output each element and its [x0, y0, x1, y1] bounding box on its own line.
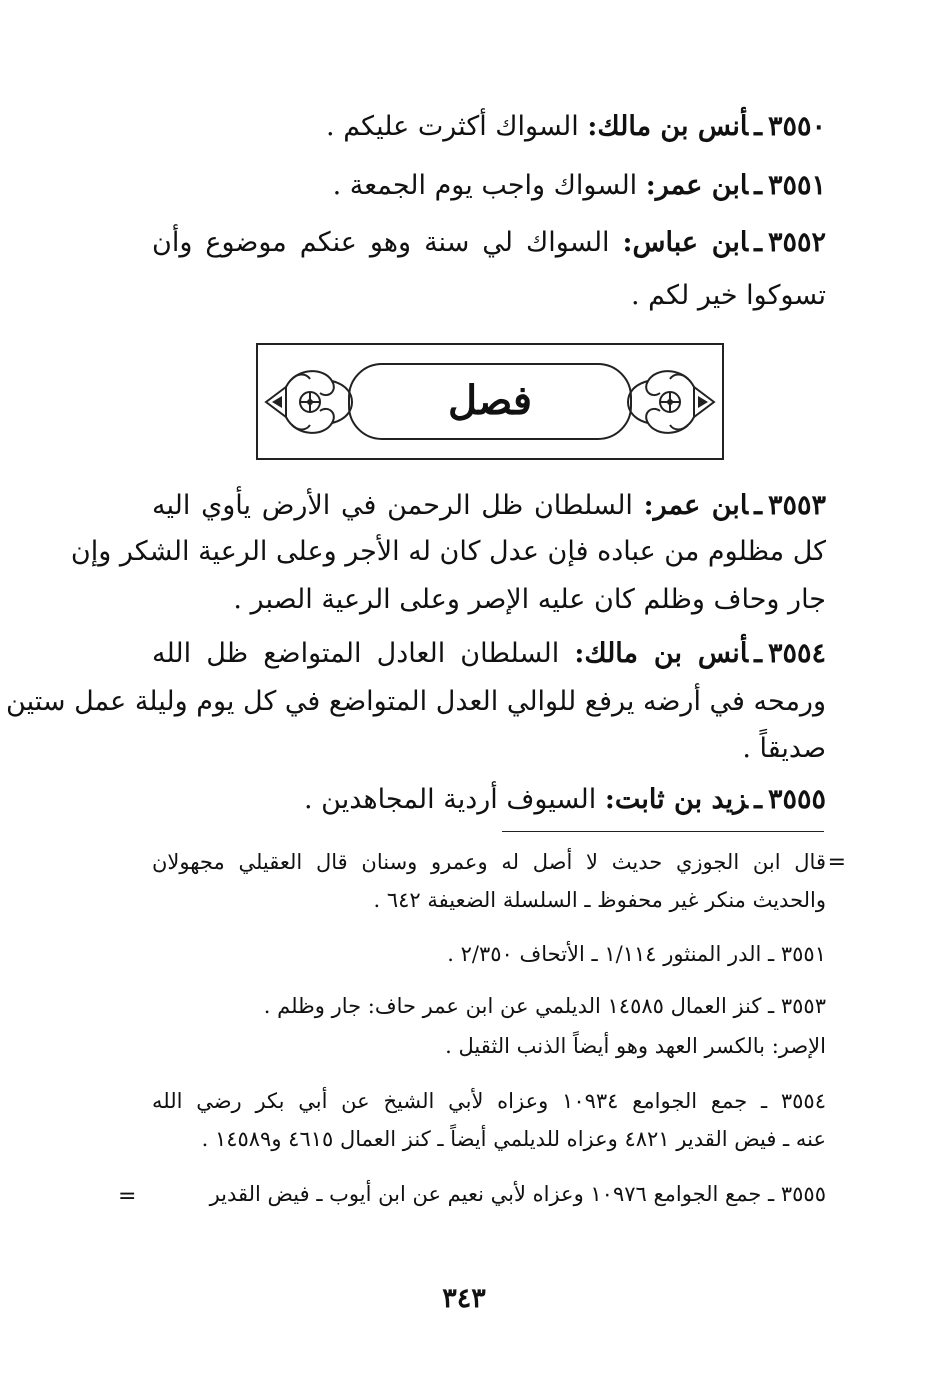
narrator: ابن عباس: — [622, 227, 749, 258]
hadith-3552-cont: تسوكوا خير لكم . — [630, 280, 826, 311]
footnote-separator — [502, 831, 824, 832]
hadith-3551 — [333, 166, 826, 206]
narrator: أنس بن مالك: — [574, 638, 749, 669]
dash: ـ — [754, 784, 762, 815]
narrator: زيد بن ثابت: — [604, 784, 749, 815]
narrator: ابن عمر: — [645, 170, 749, 201]
hadith-text: السلطان ظل الرحمن في الأرض يأوي اليه — [152, 490, 633, 521]
footnote-3553-cont: الإصر: بالكسر العهد وهو أيضاً الذنب الثقيل . — [445, 1034, 826, 1058]
hadith-3553 — [152, 486, 826, 526]
dash: ـ — [754, 638, 762, 669]
section-title: فصل — [447, 377, 533, 424]
hadith-number: ٣٥٥٠ — [767, 111, 826, 142]
dash: ـ — [754, 227, 762, 258]
hadith-text: السيوف أردية المجاهدين . — [304, 784, 597, 815]
hadith-text: السواك لي سنة وهو عنكم موضوع وأن — [152, 227, 610, 258]
hadith-3550 — [326, 107, 826, 147]
section-heading-box — [256, 343, 724, 460]
dash: ـ — [754, 111, 762, 142]
hadith-3555 — [304, 780, 826, 820]
hadith-number: ٣٥٥٢ — [767, 227, 826, 258]
hadith-number: ٣٥٥١ — [767, 170, 826, 201]
hadith-text: السواك واجب يوم الجمعة . — [332, 170, 638, 201]
footnote-3555: ٣٥٥٥ ـ جمع الجوامع ١٠٩٧٦ وعزاه لأبي نعيم عن ابن أيوب ـ فيض القدير — [209, 1182, 826, 1206]
footnote-3551: ٣٥٥١ ـ الدر المنثور ١/١١٤ ـ الأتحاف ٢/٣٥٠ . — [447, 942, 826, 966]
dash: ـ — [754, 490, 762, 521]
hadith-3554-cont: ورمحه في أرضه يرفع للوالي العدل المتواضع في كل يوم وليلة عمل ستين — [6, 686, 826, 717]
hadith-number: ٣٥٥٤ — [767, 638, 826, 669]
footnote-3554: ٣٥٥٤ ـ جمع الجوامع ١٠٩٣٤ وعزاه لأبي الشيخ عن أبي بكر رضي الله — [152, 1089, 826, 1113]
hadith-text: السلطان العادل المتواضع ظل الله — [152, 638, 560, 669]
continuation-mark: = — [827, 850, 846, 875]
page-number: ٣٤٣ — [442, 1283, 486, 1314]
footnote-3550-cont: والحديث منكر غير محفوظ ـ السلسلة الضعيفة ٦٤٢ . — [373, 888, 826, 912]
narrator: ابن عمر: — [643, 490, 749, 521]
hadith-text: السواك أكثرت عليكم . — [326, 111, 579, 142]
hadith-3553-cont: جار وحاف وظلم كان عليه الإصر وعلى الرعية الصبر . — [233, 584, 826, 615]
footnote-3553: ٣٥٥٣ ـ كنز العمال ١٤٥٨٥ الديلمي عن ابن عمر حاف: جار وظلم . — [263, 994, 826, 1018]
footnote-3554-cont: عنه ـ فيض القدير ٤٨٢١ وعزاه للديلمي أيضاً ـ كنز العمال ٤٦١٥ و١٤٥٨٩ . — [201, 1127, 826, 1151]
dash: ـ — [754, 170, 762, 201]
hadith-3552 — [152, 223, 826, 263]
hadith-number: ٣٥٥٥ — [767, 784, 826, 815]
hadith-3554 — [152, 634, 826, 674]
hadith-3553-cont: كل مظلوم من عباده فإن عدل كان له الأجر وعلى الرعية الشكر وإن — [70, 536, 826, 567]
continuation-mark: = — [118, 1184, 137, 1209]
footnote-3550: قال ابن الجوزي حديث لا أصل له وعمرو وسنان قال العقيلي مجهولان — [152, 850, 826, 874]
hadith-number: ٣٥٥٣ — [767, 490, 826, 521]
hadith-3554-cont: صديقاً . — [742, 733, 826, 764]
narrator: أنس بن مالك: — [587, 111, 749, 142]
